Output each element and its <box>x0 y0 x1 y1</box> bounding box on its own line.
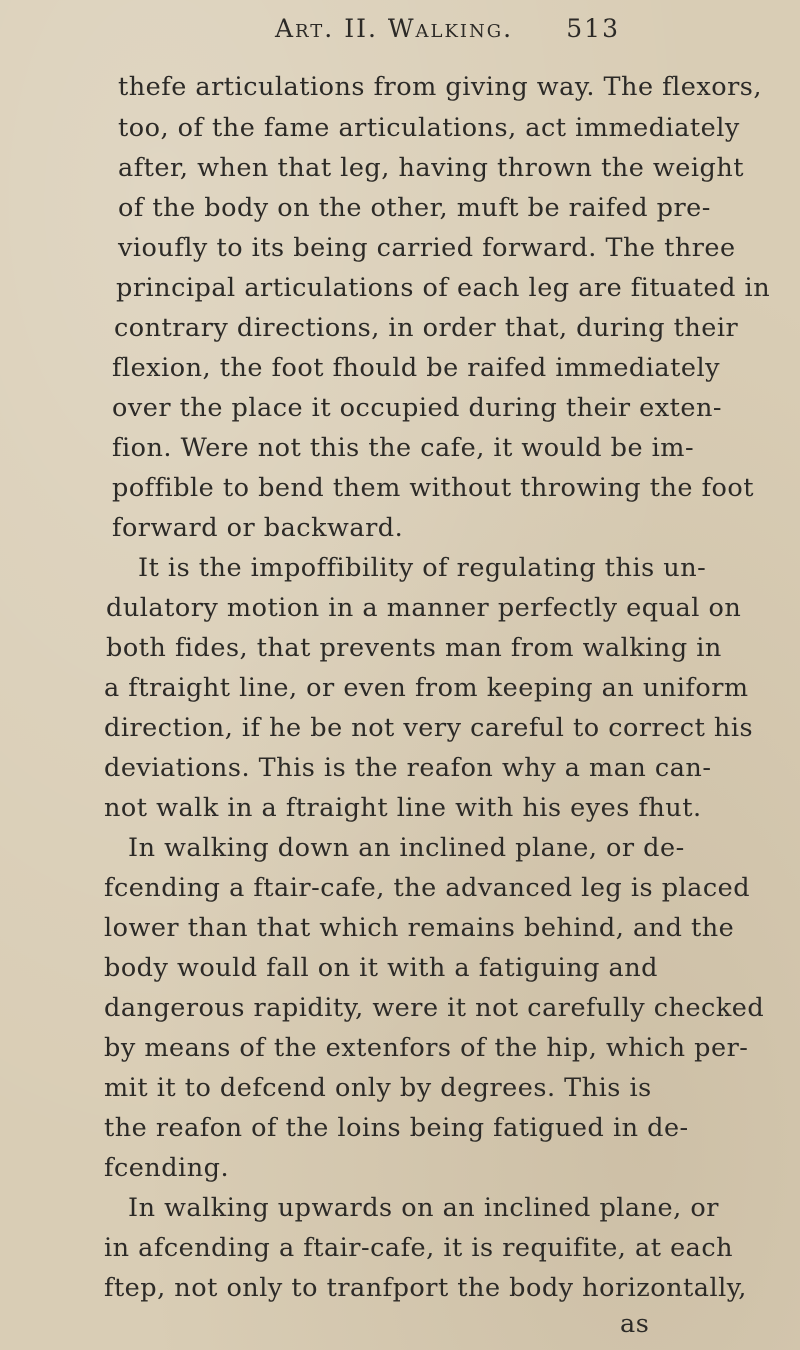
text-line: dangerous rapidity, were it not carefully checked <box>104 993 765 1023</box>
text-line: principal articulations of each leg are fituated in <box>116 273 771 303</box>
text-line: poffible to bend them without throwing the foot <box>112 473 754 503</box>
text-line: of the body on the other, muft be raifed pre- <box>118 193 711 223</box>
text-line: fion. Were not this the cafe, it would be im- <box>112 433 695 463</box>
text-line: direction, if he be not very careful to correct his <box>104 713 754 743</box>
text-line: in afcending a ftair-cafe, it is requifite, at each <box>104 1233 734 1263</box>
text-line: over the place it occupied during their exten- <box>112 393 723 423</box>
text-line: thefe articulations from giving way. The flexors, <box>118 72 762 102</box>
text-line: In walking upwards on an inclined plane, or <box>128 1193 719 1223</box>
text-line: ftep, not only to tranfport the body horizontally, <box>104 1273 747 1303</box>
text-line: vioufly to its being carried forward. The three <box>118 233 736 263</box>
text-line: both fides, that prevents man from walking in <box>106 633 722 663</box>
text-line: It is the impoffibility of regulating this un- <box>138 553 707 583</box>
text-line: deviations. This is the reafon why a man can- <box>104 753 712 783</box>
page-number: 513 <box>566 14 620 43</box>
text-line: lower than that which remains behind, and the <box>104 913 735 943</box>
catchword: as <box>620 1309 650 1339</box>
text-line: In walking down an inclined plane, or de- <box>128 833 685 863</box>
text-line: fcending a ftair-cafe, the advanced leg is placed <box>104 873 751 903</box>
running-head <box>240 8 640 48</box>
running-head-title: Art. II. Walking. <box>275 14 514 43</box>
text-line: too, of the fame articulations, act immediately <box>118 113 740 143</box>
text-line: by means of the extenfors of the hip, which per- <box>104 1033 749 1063</box>
text-line: not walk in a ftraight line with his eyes fhut. <box>104 793 702 823</box>
text-line: body would fall on it with a fatiguing and <box>104 953 658 983</box>
text-line: fcending. <box>104 1153 230 1183</box>
text-line: after, when that leg, having thrown the weight <box>118 153 744 183</box>
text-line: flexion, the foot fhould be raifed immediately <box>112 353 721 383</box>
text-line: forward or backward. <box>112 513 404 543</box>
text-line: the reafon of the loins being fatigued in de- <box>104 1113 689 1143</box>
text-line: mit it to defcend only by degrees. This is <box>104 1073 652 1103</box>
text-line: dulatory motion in a manner perfectly equal on <box>106 593 742 623</box>
text-line: contrary directions, in order that, during their <box>114 313 739 343</box>
text-line: a ftraight line, or even from keeping an uniform <box>104 673 749 703</box>
